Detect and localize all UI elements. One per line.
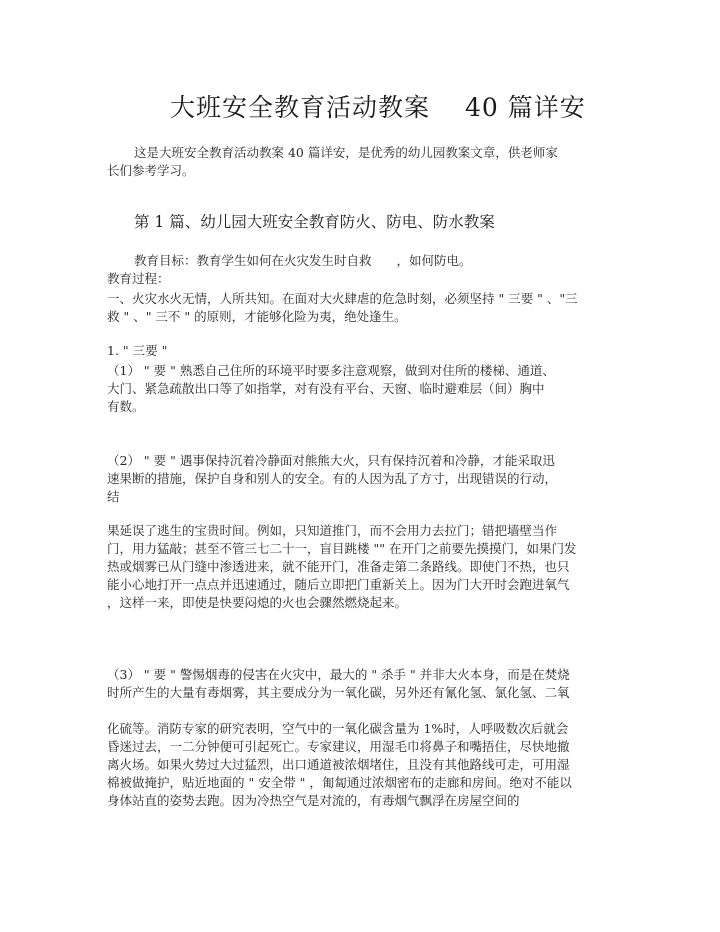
item-2-line-1: （2） " 要 " 遇事保持沉着冷静面对熊熊大火，只有保持沉着和冷静，才能采取迅 [107, 453, 555, 468]
item-2-line-4: 果延误了逃生的宝贵时间。例如，只知道推门，而不会用力去拉门；错把墙壁当作 [107, 523, 558, 538]
item-2-line-3: 结 [107, 489, 120, 504]
intro-line-2: 长们参考学习。 [107, 163, 195, 178]
item-3-line-7: 身体站直的姿势去跑。因为冷热空气是对流的，有毒烟气飘浮在房屋空间的 [107, 793, 520, 808]
item-1-line-1: （1） " 要 " 熟悉自己住所的环境平时要多注意观察，做到对住所的楼梯、通道、 [107, 363, 555, 378]
item-3-line-4: 昏迷过去，一二分钟便可引起死亡。专家建议，用湿毛巾将鼻子和嘴捂住，尽快地撤 [107, 739, 570, 754]
paragraph-1-line-2: 救 " 、" 三不 " 的原则，才能够化险为夷，绝处逢生。 [107, 309, 407, 324]
section-heading: 第 1 篇、幼儿园大班安全教育防火、防电、防水教案 [134, 213, 495, 231]
intro-line-1: 这是大班安全教育活动教案 40 篇详安，是优秀的幼儿园教案文章，供老师家 [134, 145, 558, 160]
item-2-line-8: ，这样一来，即使是快要闷熄的火也会骤然燃烧起来。 [107, 595, 408, 610]
document-title: 大班安全教育活动教案 40 篇详安 [170, 93, 586, 122]
item-1-line-2: 大门、紧急疏散出口等了如指掌，对有没有平台、天窗、临时避难层（间）胸中 [107, 381, 545, 396]
subheading-three-musts: 1. " 三要 " [107, 343, 168, 358]
item-2-line-6: 热或烟雾已从门缝中渗透进来，就不能开门，准备走第二条路线。即使门不热，也只 [107, 559, 570, 574]
process-label: 教育过程： [107, 271, 170, 286]
goal-line: 教育目标：教育学生如何在火灾发生时自救 ，如何防电。 [134, 253, 472, 268]
item-1-line-3: 有数。 [107, 399, 145, 414]
item-3-line-6: 棉被做掩护，贴近地面的 " 安全带 " ，匍匐通过浓烟密布的走廊和房间。绝对不能以 [107, 775, 572, 790]
item-3-line-2: 时所产生的大量有毒烟雾，其主要成分为一氧化碳，另外还有氰化氢、氯化氢、二氧 [107, 685, 570, 700]
item-3-line-3: 化硫等。消防专家的研究表明，空气中的一氧化碳含量为 1%时，人呼吸数次后就会 [107, 721, 569, 736]
item-3-line-5: 离火场。如果火势过大过猛烈，出口通道被浓烟堵住，且没有其他路线可走，可用湿 [107, 757, 570, 772]
item-2-line-7: 能小心地打开一点点并迅速通过，随后立即把门重新关上。因为门大开时会跑进氧气 [107, 577, 570, 592]
item-2-line-2: 速果断的措施，保护自身和别人的安全。有的人因为乱了方寸，出现错误的行动， [107, 471, 558, 486]
item-2-line-5: 门，用力猛敲；甚至不管三七二十一，盲目跳楼 "" 在开门之前要先摸摸门，如果门发 [107, 541, 577, 556]
paragraph-1-line-1: 一、火灾水火无情，人所共知。在面对大火肆虐的危急时刻，必须坚持 " 三要 " 、"三 [107, 291, 578, 306]
item-3-line-1: （3） " 要 " 警惕烟毒的侵害在火灾中，最大的 " 杀手 " 并非大火本身，而是在焚烧 [107, 667, 570, 682]
